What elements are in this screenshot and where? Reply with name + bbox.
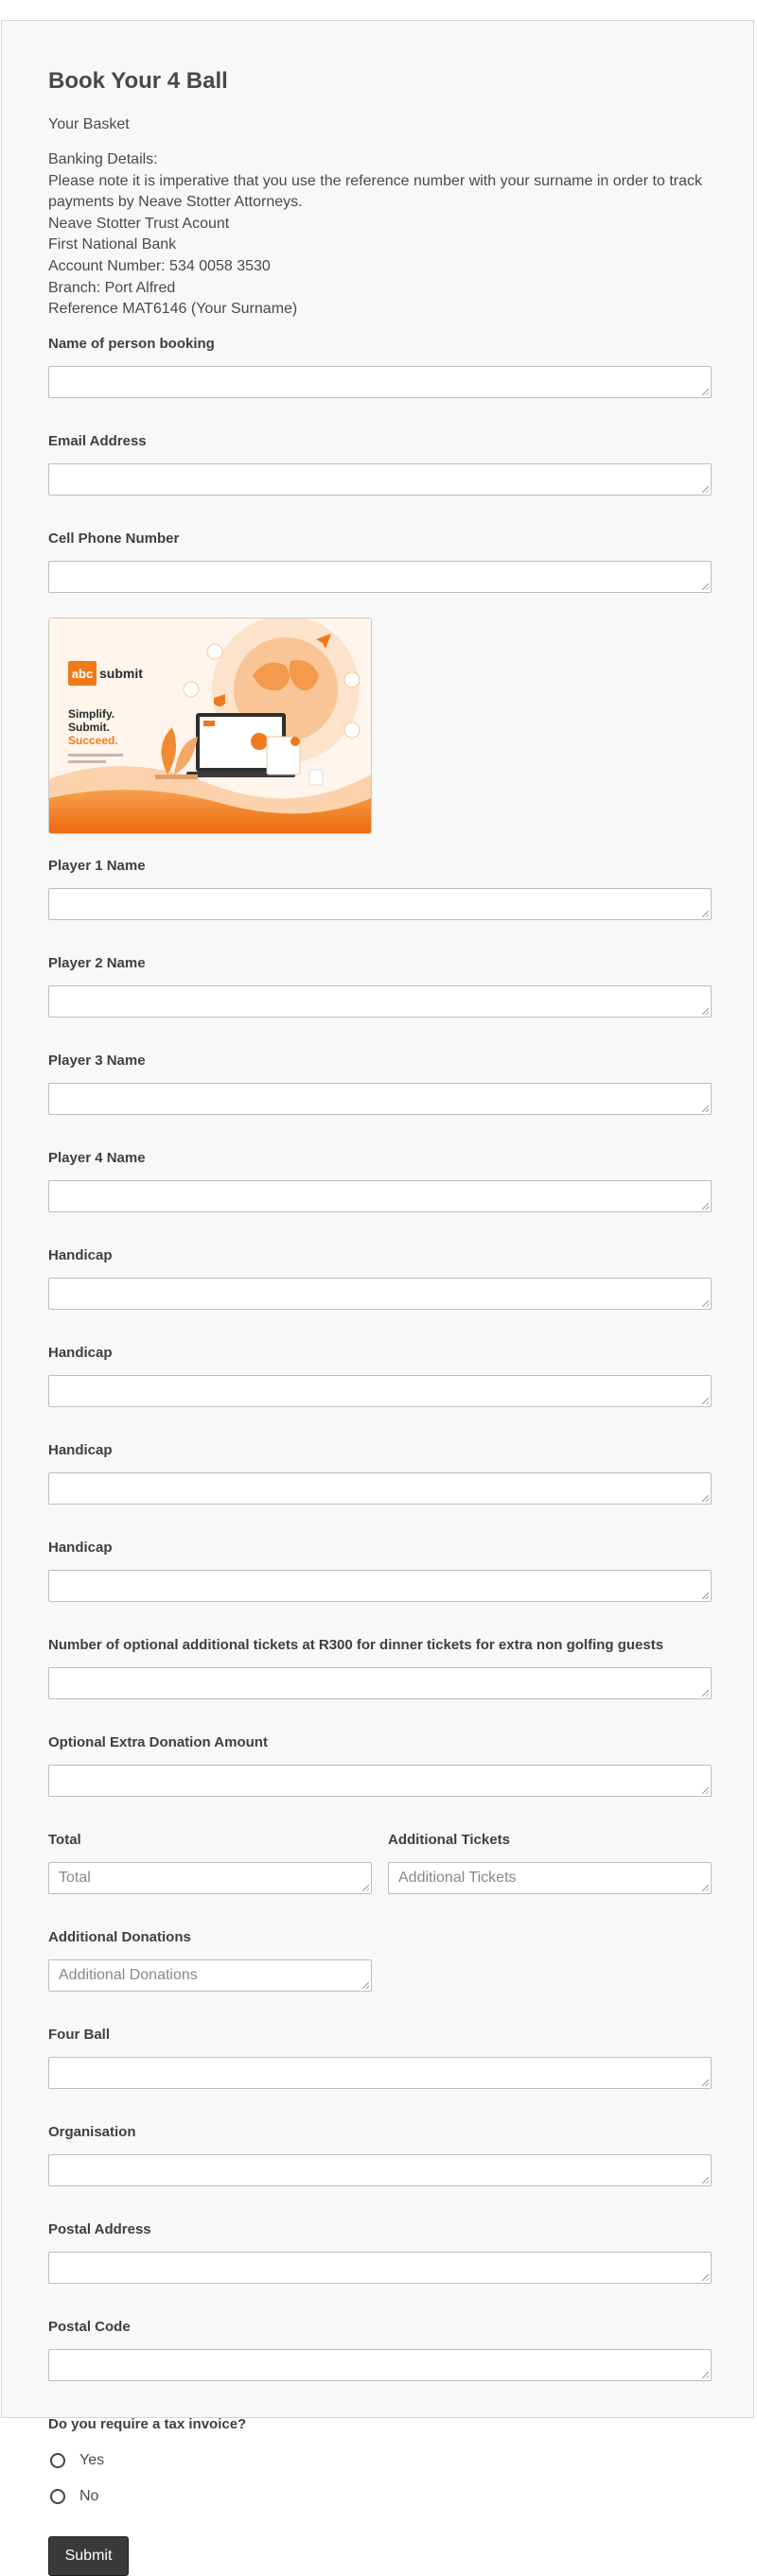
field-extra-donation (48, 1734, 712, 1797)
banking-branch: Branch: Port Alfred (48, 279, 176, 296)
field-total (48, 1832, 372, 1894)
banking-note: Please note it is imperative that you use the reference number with your surname in order to track payments by Neave Stotter Attorneys. (48, 172, 703, 211)
field-label: Optional Extra Donation Amount (48, 1733, 268, 1750)
extra-donation-input[interactable] (48, 1765, 712, 1797)
globe-bubble-icon (344, 722, 360, 738)
screen-logo (203, 721, 215, 726)
total-input[interactable]: Total (48, 1862, 372, 1894)
books-stack (155, 775, 198, 779)
booker-name-input[interactable] (48, 366, 712, 398)
field-handicap-2 (48, 1345, 712, 1407)
field-email (48, 433, 712, 496)
field-label: Number of optional additional tickets at R300 for dinner tickets for extra non golfing guests (48, 1636, 664, 1653)
tagline-line-1: Simplify. (68, 706, 115, 721)
handicap-2-input[interactable] (48, 1375, 712, 1407)
email-input[interactable] (48, 463, 712, 496)
field-label: Additional Donations (48, 1928, 191, 1945)
banking-account-name: Neave Stotter Trust Acount (48, 215, 230, 232)
field-label: Cell Phone Number (48, 530, 180, 547)
field-player-2 (48, 955, 712, 1018)
page-title: Book Your 4 Ball (48, 68, 228, 94)
organisation-input[interactable] (48, 2154, 712, 2186)
tagline-line-3: Succeed. (68, 733, 118, 747)
doc-bubble-icon (207, 644, 222, 659)
additional-donations-input[interactable]: Additional Donations (48, 1959, 372, 1992)
player-4-input[interactable] (48, 1180, 712, 1212)
field-additional-tickets (388, 1832, 712, 1894)
field-label: Player 1 Name (48, 857, 146, 874)
radio-label-no: No (79, 2487, 99, 2504)
handicap-1-input[interactable] (48, 1278, 712, 1310)
field-player-1 (48, 858, 712, 920)
postal-code-input[interactable] (48, 2349, 712, 2381)
field-handicap-3 (48, 1442, 712, 1505)
field-cell-phone (48, 531, 712, 593)
field-handicap-4 (48, 1540, 712, 1602)
coffee-mug (309, 770, 323, 785)
cell-phone-input[interactable] (48, 561, 712, 593)
field-label: Player 2 Name (48, 954, 146, 971)
handicap-4-input[interactable] (48, 1570, 712, 1602)
field-label: Organisation (48, 2123, 136, 2140)
additional-tickets-count-input[interactable] (48, 1667, 712, 1699)
upload-icon (251, 733, 268, 750)
field-player-4 (48, 1150, 712, 1212)
banking-details (48, 149, 712, 321)
field-label: Player 3 Name (48, 1052, 146, 1069)
field-label: Handicap (48, 1441, 113, 1458)
field-player-3 (48, 1053, 712, 1115)
banking-bank: First National Bank (48, 236, 177, 253)
tagline-fineprint-line (68, 754, 123, 757)
postal-address-input[interactable] (48, 2252, 712, 2284)
people-bubble-icon (344, 672, 360, 688)
banking-account-number: Account Number: 534 0058 3530 (48, 257, 271, 274)
field-label: Handicap (48, 1344, 113, 1361)
field-label: Player 4 Name (48, 1149, 146, 1166)
radio-yes[interactable] (50, 2453, 65, 2468)
booking-form (48, 68, 712, 2576)
field-label: Additional Tickets (388, 1831, 510, 1848)
banner-illustration (49, 618, 371, 833)
field-label: Name of person booking (48, 335, 215, 352)
field-label: Postal Code (48, 2318, 131, 2335)
banking-reference: Reference MAT6146 (Your Surname) (48, 301, 298, 318)
bank-bubble-icon (184, 682, 199, 697)
radio-no[interactable] (50, 2489, 65, 2504)
field-postal-code (48, 2319, 712, 2381)
field-organisation (48, 2124, 712, 2186)
field-additional-tickets-count (48, 1637, 712, 1699)
field-label: Postal Address (48, 2220, 151, 2237)
handicap-3-input[interactable] (48, 1472, 712, 1505)
field-four-ball (48, 2027, 712, 2089)
tax-invoice-option-no[interactable] (48, 2486, 712, 2507)
field-label: Email Address (48, 432, 147, 449)
player-1-input[interactable] (48, 888, 712, 920)
radio-label-yes: Yes (79, 2451, 105, 2468)
basket-label: Your Basket (48, 116, 130, 132)
field-label: Handicap (48, 1246, 113, 1263)
form-container (1, 20, 754, 2564)
promo-banner-image (48, 618, 372, 834)
logo-word: submit (99, 665, 143, 681)
logo-badge: abc (71, 666, 94, 681)
field-label: Handicap (48, 1539, 113, 1556)
submit-button[interactable]: Submit (48, 2536, 129, 2576)
tagline-fineprint-line-2 (68, 760, 106, 763)
field-booker-name (48, 336, 712, 398)
tax-invoice-option-yes[interactable] (48, 2450, 712, 2471)
banking-heading: Banking Details: (48, 151, 158, 167)
four-ball-input[interactable] (48, 2057, 712, 2089)
field-tax-invoice (48, 2416, 712, 2507)
field-label: Four Ball (48, 2026, 111, 2043)
player-3-input[interactable] (48, 1083, 712, 1115)
tagline-line-2: Submit. (68, 720, 110, 734)
player-2-input[interactable] (48, 985, 712, 1018)
additional-tickets-input[interactable]: Additional Tickets (388, 1862, 712, 1894)
totals-row (48, 1832, 712, 1894)
field-label: Do you require a tax invoice? (48, 2415, 247, 2432)
field-additional-donations (48, 1929, 712, 1992)
field-handicap-1 (48, 1247, 712, 1310)
check-icon (290, 737, 300, 746)
field-postal-address (48, 2221, 712, 2284)
field-label: Total (48, 1831, 81, 1848)
